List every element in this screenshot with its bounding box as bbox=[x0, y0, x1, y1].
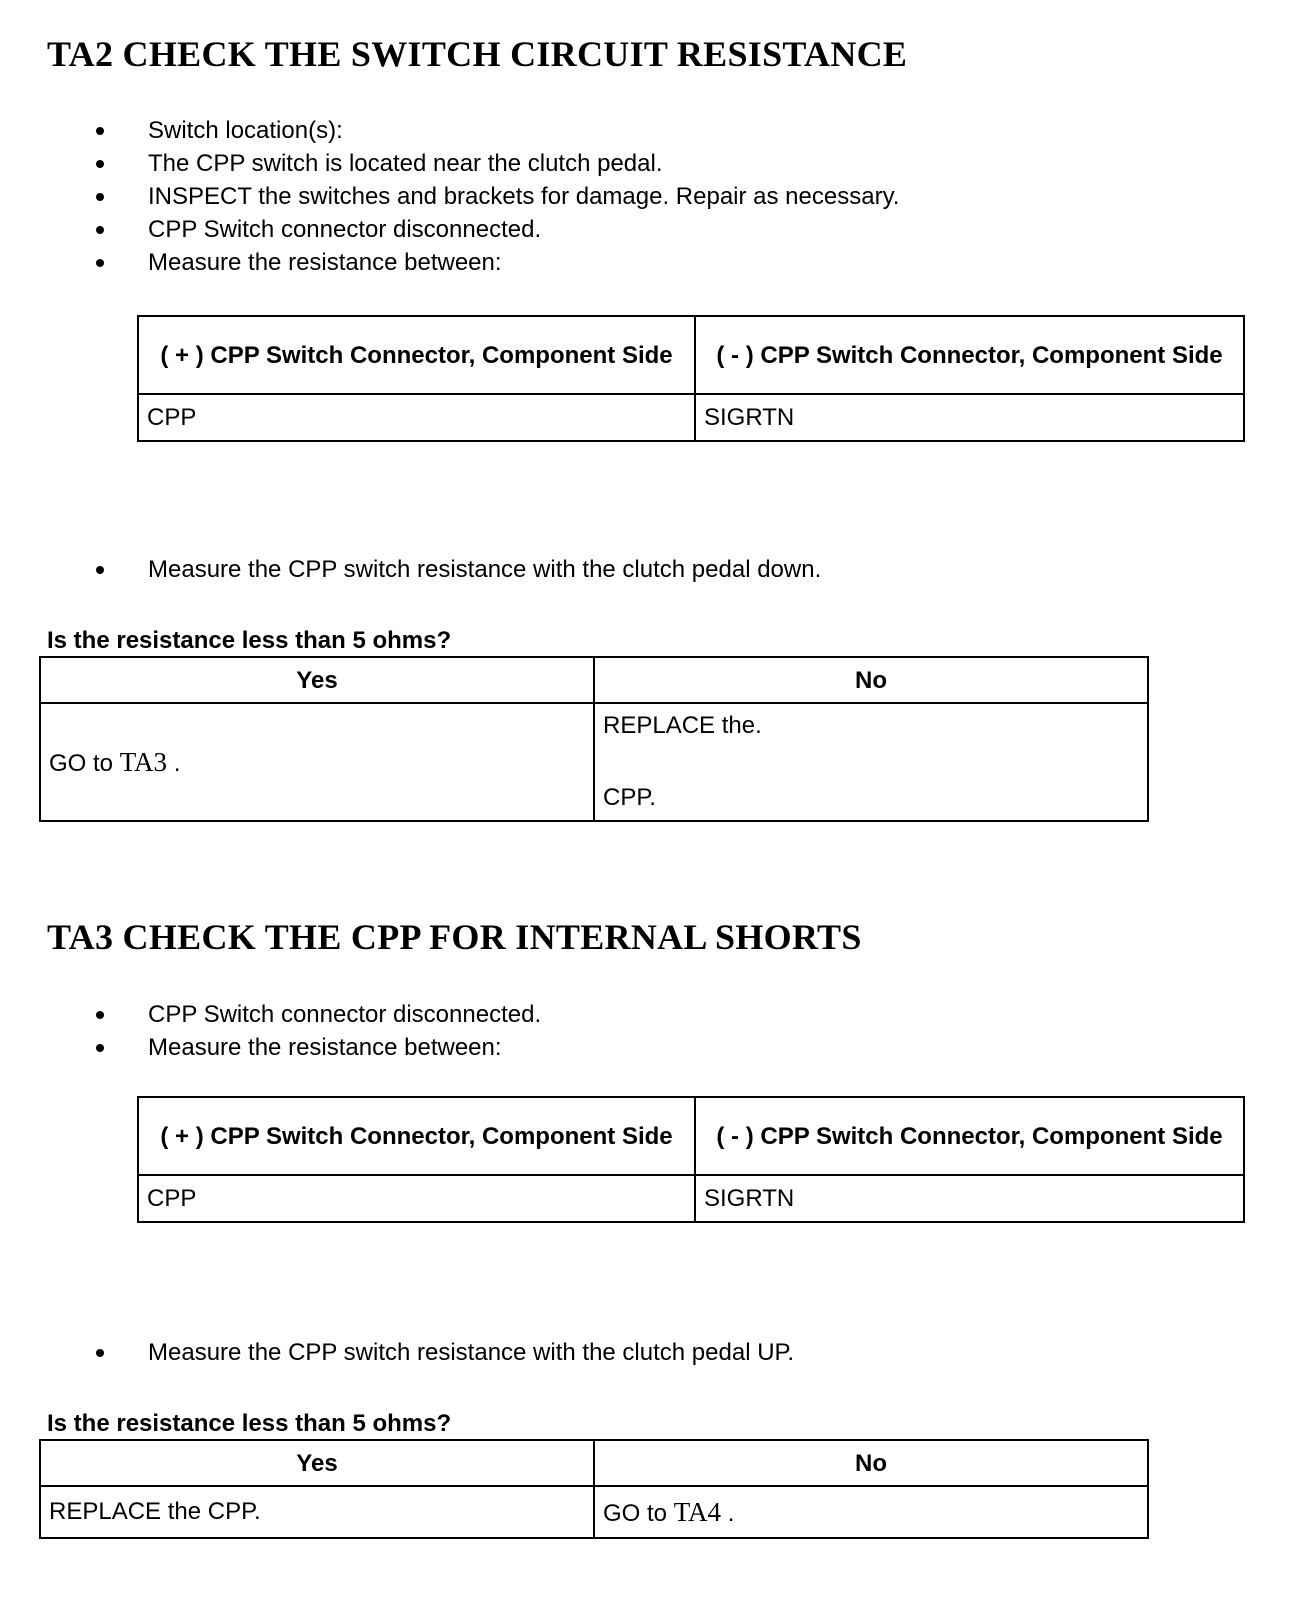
ta2-connector-table bbox=[137, 315, 1245, 442]
ta2-question: Is the resistance less than 5 ohms? bbox=[47, 627, 452, 654]
no-header: No bbox=[594, 657, 1148, 703]
ta3-link[interactable]: TA3 bbox=[119, 746, 168, 777]
ta4-link[interactable]: TA4 bbox=[673, 1496, 722, 1527]
no-cell: GO to TA4 . bbox=[594, 1486, 1148, 1538]
table-cell: CPP bbox=[138, 1175, 695, 1222]
bullet-icon bbox=[96, 566, 104, 574]
bullet-icon bbox=[96, 259, 104, 267]
bullet-icon bbox=[96, 1011, 104, 1019]
table-cell: CPP bbox=[138, 394, 695, 441]
yes-header: Yes bbox=[40, 657, 594, 703]
connector-plus-header: ( + ) CPP Switch Connector, Component Side bbox=[138, 1097, 695, 1175]
no-header: No bbox=[594, 1440, 1148, 1486]
ta3-connector-table bbox=[137, 1096, 1245, 1223]
no-cell: REPLACE the. CPP. bbox=[594, 703, 1148, 821]
bullet-icon bbox=[96, 193, 104, 201]
connector-minus-header: ( - ) CPP Switch Connector, Component Side bbox=[695, 316, 1244, 394]
bullet-icon bbox=[96, 127, 104, 135]
ta3-question: Is the resistance less than 5 ohms? bbox=[47, 1410, 452, 1437]
ta3-heading: TA3 CHECK THE CPP FOR INTERNAL SHORTS bbox=[47, 917, 862, 957]
bullet-icon bbox=[96, 160, 104, 168]
yes-cell: REPLACE the CPP. bbox=[40, 1486, 594, 1538]
ta2-result-table bbox=[39, 656, 1149, 822]
bullet-icon bbox=[96, 1349, 104, 1357]
yes-header: Yes bbox=[40, 1440, 594, 1486]
ta2-heading: TA2 CHECK THE SWITCH CIRCUIT RESISTANCE bbox=[47, 34, 908, 74]
table-cell: SIGRTN bbox=[695, 1175, 1244, 1222]
ta3-result-table bbox=[39, 1439, 1149, 1539]
connector-plus-header: ( + ) CPP Switch Connector, Component Side bbox=[138, 316, 695, 394]
connector-minus-header: ( - ) CPP Switch Connector, Component Side bbox=[695, 1097, 1244, 1175]
yes-cell: GO to TA3 . bbox=[40, 703, 594, 821]
document-page: TA2 CHECK THE SWITCH CIRCUIT RESISTANCE Switch location(s): The CPP switch is located near the clutch pedal. INSPECT the switches and brackets for damage. Repair as necessary. CPP Switch connector disconnected. Measure the resistance between: ( + ) CPP Switch Connector, Component Side ( - ) CPP Switch Connector, Component Side CPP SIGRTN Measure the CPP switch resistance with the clutch pedal down. Is the resistance less than 5 ohms? Yes No GO to TA3 . REPLACE the. CPP. TA3 CHECK THE CPP FOR INTERNAL SHORTS CPP Switch connector disconnected. Measure the resistance between: ( + ) CPP Switch Connector, Component Side ( - ) CPP Switch Connector, Component Side CPP SIGRTN Measure the CPP switch resistance with the clutch pedal UP. Is the resistance less than 5 ohms? Yes No REPLACE the CPP. GO to TA4 . bbox=[0, 0, 1312, 1622]
table-cell: SIGRTN bbox=[695, 394, 1244, 441]
bullet-icon bbox=[96, 226, 104, 234]
bullet-icon bbox=[96, 1044, 104, 1052]
